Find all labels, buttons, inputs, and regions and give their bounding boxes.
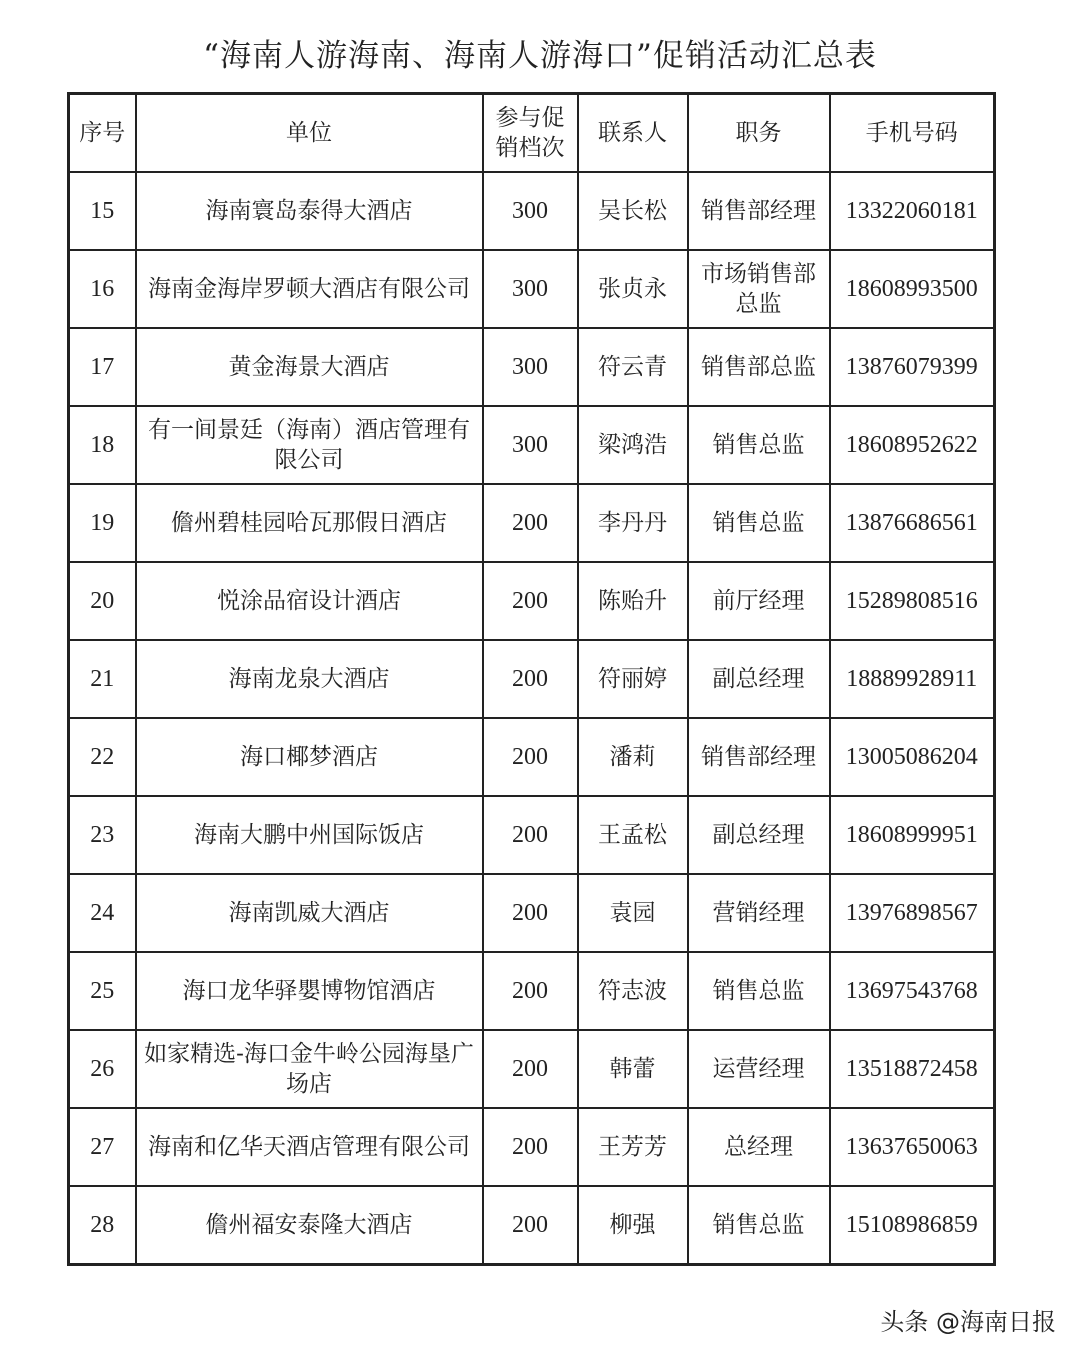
cell-no: 19 bbox=[69, 484, 136, 562]
cell-contact: 王芳芳 bbox=[578, 1108, 688, 1186]
table-row bbox=[69, 952, 995, 1030]
cell-position: 前厅经理 bbox=[688, 562, 830, 640]
cell-phone: 13322060181 bbox=[830, 172, 995, 250]
cell-tier: 200 bbox=[483, 484, 578, 562]
cell-tier: 200 bbox=[483, 1030, 578, 1108]
cell-contact: 陈贻升 bbox=[578, 562, 688, 640]
cell-unit: 儋州碧桂园哈瓦那假日酒店 bbox=[136, 484, 483, 562]
cell-position: 副总经理 bbox=[688, 796, 830, 874]
cell-unit: 有一间景廷（海南）酒店管理有限公司 bbox=[136, 406, 483, 484]
cell-position: 市场销售部总监 bbox=[688, 250, 830, 328]
cell-position: 销售总监 bbox=[688, 406, 830, 484]
cell-contact: 梁鸿浩 bbox=[578, 406, 688, 484]
cell-phone: 13876686561 bbox=[830, 484, 995, 562]
header-unit: 单位 bbox=[136, 94, 483, 173]
promotion-summary-table bbox=[67, 92, 996, 1266]
cell-contact: 韩蕾 bbox=[578, 1030, 688, 1108]
cell-contact: 张贞永 bbox=[578, 250, 688, 328]
table-body bbox=[69, 172, 995, 1265]
header-phone: 手机号码 bbox=[830, 94, 995, 173]
table-row bbox=[69, 1108, 995, 1186]
cell-unit: 海南和亿华天酒店管理有限公司 bbox=[136, 1108, 483, 1186]
table-row bbox=[69, 562, 995, 640]
cell-unit: 如家精选-海口金牛岭公园海垦广场店 bbox=[136, 1030, 483, 1108]
cell-position: 副总经理 bbox=[688, 640, 830, 718]
table-row bbox=[69, 172, 995, 250]
cell-unit: 海口椰梦酒店 bbox=[136, 718, 483, 796]
cell-tier: 200 bbox=[483, 874, 578, 952]
cell-phone: 13697543768 bbox=[830, 952, 995, 1030]
cell-unit: 海南大鹏中州国际饭店 bbox=[136, 796, 483, 874]
cell-contact: 符丽婷 bbox=[578, 640, 688, 718]
table-header-row bbox=[69, 94, 995, 173]
cell-no: 20 bbox=[69, 562, 136, 640]
cell-no: 15 bbox=[69, 172, 136, 250]
cell-tier: 300 bbox=[483, 250, 578, 328]
cell-phone: 13005086204 bbox=[830, 718, 995, 796]
cell-tier: 200 bbox=[483, 952, 578, 1030]
cell-phone: 15108986859 bbox=[830, 1186, 995, 1265]
table-row bbox=[69, 250, 995, 328]
cell-contact: 王孟松 bbox=[578, 796, 688, 874]
cell-position: 销售总监 bbox=[688, 952, 830, 1030]
header-no: 序号 bbox=[69, 94, 136, 173]
cell-phone: 13518872458 bbox=[830, 1030, 995, 1108]
table-row bbox=[69, 796, 995, 874]
cell-contact: 符志波 bbox=[578, 952, 688, 1030]
cell-unit: 海南金海岸罗顿大酒店有限公司 bbox=[136, 250, 483, 328]
header-contact: 联系人 bbox=[578, 94, 688, 173]
table-row bbox=[69, 328, 995, 406]
cell-unit: 儋州福安泰隆大酒店 bbox=[136, 1186, 483, 1265]
header-tier: 参与促销档次 bbox=[483, 94, 578, 173]
cell-no: 18 bbox=[69, 406, 136, 484]
cell-phone: 13637650063 bbox=[830, 1108, 995, 1186]
header-position: 职务 bbox=[688, 94, 830, 173]
table-row bbox=[69, 484, 995, 562]
cell-no: 26 bbox=[69, 1030, 136, 1108]
cell-contact: 符云青 bbox=[578, 328, 688, 406]
cell-phone: 15289808516 bbox=[830, 562, 995, 640]
cell-phone: 18608993500 bbox=[830, 250, 995, 328]
cell-tier: 200 bbox=[483, 562, 578, 640]
cell-no: 24 bbox=[69, 874, 136, 952]
cell-tier: 200 bbox=[483, 796, 578, 874]
cell-contact: 袁园 bbox=[578, 874, 688, 952]
cell-position: 销售部经理 bbox=[688, 172, 830, 250]
cell-tier: 200 bbox=[483, 1186, 578, 1265]
cell-unit: 海口龙华驿嬰博物馆酒店 bbox=[136, 952, 483, 1030]
cell-no: 16 bbox=[69, 250, 136, 328]
cell-no: 25 bbox=[69, 952, 136, 1030]
cell-position: 销售总监 bbox=[688, 1186, 830, 1265]
table-row bbox=[69, 640, 995, 718]
cell-tier: 200 bbox=[483, 640, 578, 718]
table-row bbox=[69, 1186, 995, 1265]
cell-tier: 300 bbox=[483, 172, 578, 250]
table-row bbox=[69, 406, 995, 484]
cell-position: 销售部经理 bbox=[688, 718, 830, 796]
cell-phone: 13976898567 bbox=[830, 874, 995, 952]
cell-no: 22 bbox=[69, 718, 136, 796]
cell-no: 23 bbox=[69, 796, 136, 874]
document-title: “海南人游海南、海南人游海口”促销活动汇总表 bbox=[203, 38, 877, 74]
cell-position: 总经理 bbox=[688, 1108, 830, 1186]
cell-phone: 18608999951 bbox=[830, 796, 995, 874]
cell-no: 21 bbox=[69, 640, 136, 718]
cell-no: 28 bbox=[69, 1186, 136, 1265]
cell-no: 27 bbox=[69, 1108, 136, 1186]
cell-contact: 柳强 bbox=[578, 1186, 688, 1265]
cell-position: 销售部总监 bbox=[688, 328, 830, 406]
cell-phone: 13876079399 bbox=[830, 328, 995, 406]
cell-contact: 吴长松 bbox=[578, 172, 688, 250]
cell-tier: 200 bbox=[483, 1108, 578, 1186]
cell-position: 营销经理 bbox=[688, 874, 830, 952]
table-row bbox=[69, 874, 995, 952]
table-row bbox=[69, 718, 995, 796]
watermark: 头条 @海南日报 bbox=[880, 1308, 1056, 1336]
cell-unit: 悦涂品宿设计酒店 bbox=[136, 562, 483, 640]
cell-contact: 李丹丹 bbox=[578, 484, 688, 562]
cell-position: 运营经理 bbox=[688, 1030, 830, 1108]
table-row bbox=[69, 1030, 995, 1108]
cell-tier: 300 bbox=[483, 328, 578, 406]
cell-contact: 潘莉 bbox=[578, 718, 688, 796]
cell-no: 17 bbox=[69, 328, 136, 406]
cell-unit: 海南凯威大酒店 bbox=[136, 874, 483, 952]
cell-unit: 黄金海景大酒店 bbox=[136, 328, 483, 406]
cell-phone: 18608952622 bbox=[830, 406, 995, 484]
cell-phone: 18889928911 bbox=[830, 640, 995, 718]
cell-unit: 海南龙泉大酒店 bbox=[136, 640, 483, 718]
cell-position: 销售总监 bbox=[688, 484, 830, 562]
cell-unit: 海南寰岛泰得大酒店 bbox=[136, 172, 483, 250]
cell-tier: 300 bbox=[483, 406, 578, 484]
cell-tier: 200 bbox=[483, 718, 578, 796]
